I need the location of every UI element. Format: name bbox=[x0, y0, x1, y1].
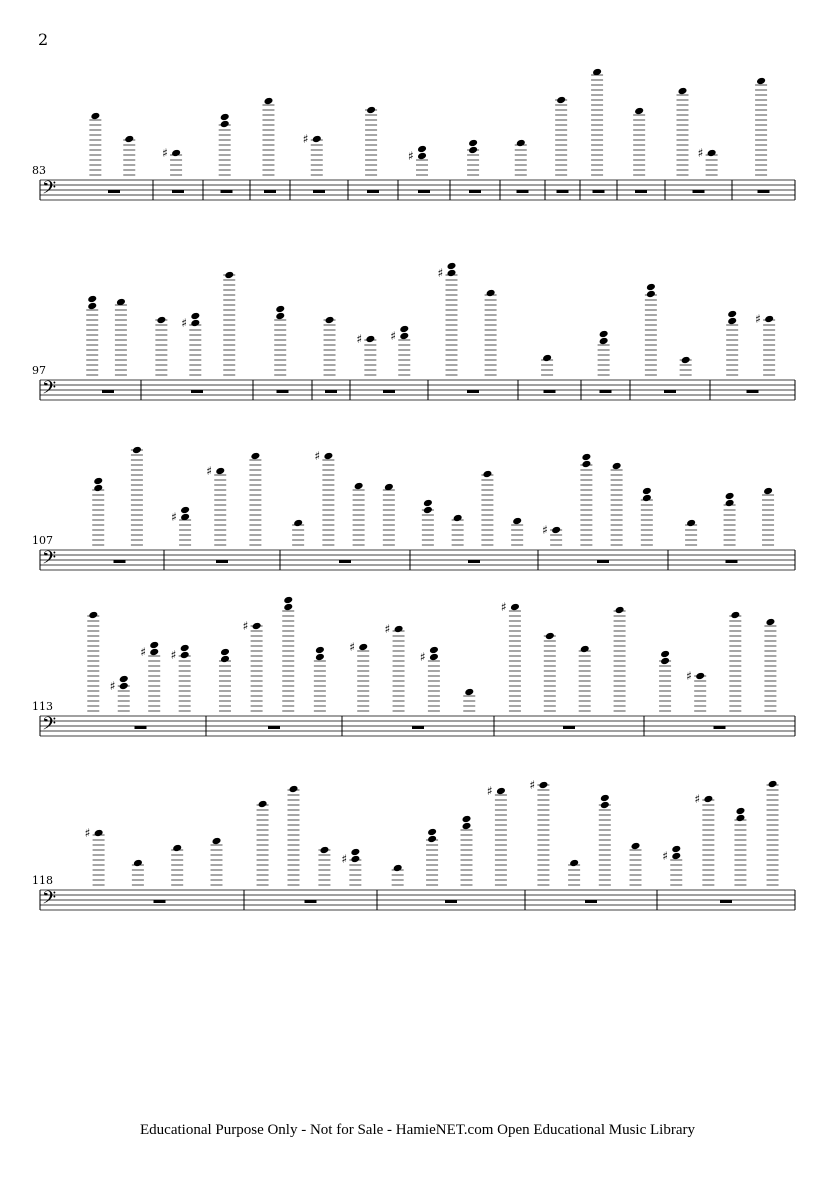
notehead bbox=[149, 641, 159, 650]
notehead bbox=[703, 795, 713, 804]
notehead bbox=[545, 632, 555, 641]
rest-mark bbox=[313, 190, 325, 193]
notehead bbox=[283, 596, 293, 605]
notehead bbox=[631, 842, 641, 851]
staff-system bbox=[32, 778, 795, 913]
notehead bbox=[725, 492, 735, 501]
rest-mark bbox=[305, 900, 317, 903]
sharp-icon: ♯ bbox=[181, 316, 188, 330]
rest-mark bbox=[264, 190, 276, 193]
notehead bbox=[350, 848, 360, 857]
notehead bbox=[220, 648, 230, 657]
rest-mark bbox=[412, 726, 424, 729]
notehead bbox=[671, 852, 681, 861]
notehead bbox=[556, 96, 566, 105]
notehead bbox=[453, 514, 463, 523]
rest-mark bbox=[383, 390, 395, 393]
notehead bbox=[172, 844, 182, 853]
sharp-icon: ♯ bbox=[341, 852, 348, 866]
notehead bbox=[707, 149, 717, 158]
notehead bbox=[462, 815, 472, 824]
notehead bbox=[275, 312, 285, 321]
page-number: 2 bbox=[38, 30, 49, 49]
bass-clef-icon: 𝄢 bbox=[42, 888, 57, 913]
sharp-icon: ♯ bbox=[408, 149, 414, 163]
rest-mark bbox=[597, 560, 609, 563]
notehead bbox=[615, 606, 625, 615]
sharp-icon: ♯ bbox=[171, 510, 177, 524]
notehead bbox=[600, 794, 610, 803]
notehead bbox=[171, 149, 181, 158]
rest-mark bbox=[557, 190, 569, 193]
notehead bbox=[119, 682, 129, 691]
notehead bbox=[695, 672, 705, 681]
notehead bbox=[427, 828, 437, 837]
notehead bbox=[599, 337, 609, 346]
notehead bbox=[289, 785, 299, 794]
notehead bbox=[133, 859, 143, 868]
rest-mark bbox=[277, 390, 289, 393]
rest-mark bbox=[517, 190, 529, 193]
sharp-icon: ♯ bbox=[390, 329, 397, 343]
measure-number: 83 bbox=[32, 164, 46, 177]
notehead bbox=[642, 487, 652, 496]
notehead bbox=[399, 325, 409, 334]
notehead bbox=[660, 650, 670, 659]
staff-system bbox=[32, 446, 795, 573]
notehead bbox=[429, 646, 439, 655]
sharp-icon: ♯ bbox=[542, 523, 548, 537]
notehead bbox=[768, 780, 778, 789]
rest-mark bbox=[563, 726, 575, 729]
measure-number: 113 bbox=[32, 700, 53, 713]
notehead bbox=[366, 106, 376, 115]
staff-system bbox=[32, 68, 795, 203]
notehead bbox=[681, 356, 691, 365]
sharp-icon: ♯ bbox=[314, 449, 321, 463]
notehead bbox=[735, 814, 745, 823]
rest-mark bbox=[114, 560, 126, 563]
rest-mark bbox=[720, 900, 732, 903]
notehead bbox=[93, 484, 103, 493]
notehead bbox=[393, 864, 403, 873]
rest-mark bbox=[135, 726, 147, 729]
notehead bbox=[423, 506, 433, 515]
notehead bbox=[512, 517, 522, 526]
measure-number: 107 bbox=[32, 534, 53, 547]
notehead bbox=[394, 625, 404, 634]
notehead bbox=[660, 657, 670, 666]
notehead bbox=[763, 487, 773, 496]
notehead bbox=[427, 835, 437, 844]
notehead bbox=[252, 622, 262, 631]
rest-mark bbox=[593, 190, 605, 193]
notehead bbox=[551, 526, 561, 535]
sharp-icon: ♯ bbox=[384, 622, 391, 636]
sharp-icon: ♯ bbox=[84, 826, 91, 840]
bass-clef-icon: 𝄢 bbox=[42, 178, 57, 203]
notehead bbox=[258, 800, 268, 809]
sharp-icon: ♯ bbox=[109, 679, 116, 693]
notehead bbox=[124, 135, 134, 144]
notehead bbox=[212, 837, 222, 846]
rest-mark bbox=[467, 390, 479, 393]
sharp-icon: ♯ bbox=[302, 132, 309, 146]
notehead bbox=[730, 611, 740, 620]
rest-mark bbox=[747, 390, 759, 393]
notehead bbox=[87, 302, 97, 311]
notehead bbox=[735, 807, 745, 816]
sharp-icon: ♯ bbox=[755, 312, 761, 326]
rest-mark bbox=[268, 726, 280, 729]
staff-system bbox=[32, 262, 795, 403]
notehead bbox=[119, 675, 129, 684]
notehead bbox=[423, 499, 433, 508]
notehead bbox=[447, 269, 457, 278]
notehead bbox=[358, 643, 368, 652]
sharp-icon: ♯ bbox=[697, 146, 704, 160]
rest-mark bbox=[585, 900, 597, 903]
rest-mark bbox=[108, 190, 120, 193]
notehead bbox=[725, 499, 735, 508]
bass-clef-icon: 𝄢 bbox=[42, 378, 57, 403]
notehead bbox=[482, 470, 492, 479]
notehead bbox=[646, 290, 656, 299]
sharp-icon: ♯ bbox=[349, 640, 356, 654]
sharp-icon: ♯ bbox=[694, 792, 701, 806]
notehead bbox=[319, 846, 329, 855]
notehead bbox=[323, 452, 333, 461]
sharp-icon: ♯ bbox=[170, 648, 177, 662]
rest-mark bbox=[102, 390, 114, 393]
notehead bbox=[516, 139, 526, 148]
rest-mark bbox=[154, 900, 166, 903]
sharp-icon: ♯ bbox=[662, 849, 669, 863]
notehead bbox=[88, 611, 98, 620]
notehead bbox=[496, 787, 506, 796]
notehead bbox=[447, 262, 457, 271]
sharp-icon: ♯ bbox=[419, 650, 426, 664]
notehead bbox=[275, 305, 285, 314]
rest-mark bbox=[445, 900, 457, 903]
measure-number: 118 bbox=[32, 874, 53, 887]
notehead bbox=[315, 646, 325, 655]
measure-number: 97 bbox=[32, 364, 46, 377]
sharp-icon: ♯ bbox=[686, 669, 692, 683]
rest-mark bbox=[600, 390, 612, 393]
notehead bbox=[764, 315, 774, 324]
notehead bbox=[727, 310, 737, 319]
notehead bbox=[149, 648, 159, 657]
notehead bbox=[220, 655, 230, 664]
notehead bbox=[190, 312, 200, 321]
notehead bbox=[399, 332, 409, 341]
notehead bbox=[646, 283, 656, 292]
notehead bbox=[190, 319, 200, 328]
notehead bbox=[756, 77, 766, 86]
notehead bbox=[354, 482, 364, 491]
rest-mark bbox=[693, 190, 705, 193]
sharp-icon: ♯ bbox=[206, 464, 213, 478]
notehead bbox=[462, 822, 472, 831]
notehead bbox=[634, 107, 644, 116]
sharp-icon: ♯ bbox=[162, 146, 168, 160]
rest-mark bbox=[714, 726, 726, 729]
sharp-icon: ♯ bbox=[529, 778, 536, 792]
notehead bbox=[642, 494, 652, 503]
notehead bbox=[156, 316, 166, 325]
notehead bbox=[180, 651, 190, 660]
rest-mark bbox=[726, 560, 738, 563]
notehead bbox=[538, 781, 548, 790]
notehead bbox=[581, 453, 591, 462]
rest-mark bbox=[216, 560, 228, 563]
notehead bbox=[417, 152, 427, 161]
bass-clef-icon: 𝄢 bbox=[42, 714, 57, 739]
rest-mark bbox=[469, 190, 481, 193]
notehead bbox=[250, 452, 260, 461]
rest-mark bbox=[664, 390, 676, 393]
sharp-icon: ♯ bbox=[242, 619, 249, 633]
notehead bbox=[220, 120, 230, 129]
notehead bbox=[569, 859, 579, 868]
notehead bbox=[612, 462, 622, 471]
rest-mark bbox=[635, 190, 647, 193]
notehead bbox=[581, 460, 591, 469]
staff-system bbox=[32, 596, 795, 739]
notehead bbox=[599, 330, 609, 339]
notehead bbox=[220, 113, 230, 122]
notehead bbox=[293, 519, 303, 528]
notehead bbox=[87, 295, 97, 304]
notehead bbox=[486, 289, 496, 298]
notehead bbox=[312, 135, 322, 144]
notehead bbox=[468, 146, 478, 155]
notehead bbox=[686, 519, 696, 528]
notehead bbox=[464, 688, 474, 697]
rest-mark bbox=[172, 190, 184, 193]
notehead bbox=[727, 317, 737, 326]
notehead bbox=[765, 618, 775, 627]
notehead bbox=[94, 829, 104, 838]
notehead bbox=[263, 97, 273, 106]
sharp-icon: ♯ bbox=[486, 784, 493, 798]
notehead bbox=[600, 801, 610, 810]
sharp-icon: ♯ bbox=[500, 600, 507, 614]
rest-mark bbox=[418, 190, 430, 193]
notehead bbox=[215, 467, 225, 476]
notehead bbox=[542, 354, 552, 363]
bass-clef-icon: 𝄢 bbox=[42, 548, 57, 573]
sharp-icon: ♯ bbox=[140, 645, 147, 659]
sharp-icon: ♯ bbox=[356, 332, 363, 346]
notehead bbox=[429, 653, 439, 662]
notehead bbox=[510, 603, 520, 612]
notehead bbox=[678, 87, 688, 96]
notehead bbox=[224, 271, 234, 280]
notehead bbox=[671, 845, 681, 854]
notehead bbox=[468, 139, 478, 148]
notehead bbox=[180, 506, 190, 515]
rest-mark bbox=[339, 560, 351, 563]
rest-mark bbox=[191, 390, 203, 393]
notehead bbox=[180, 644, 190, 653]
notehead bbox=[365, 335, 375, 344]
notehead bbox=[580, 645, 590, 654]
footer-notice: Educational Purpose Only - Not for Sale - HamieNET.com Open Educational Music Library bbox=[140, 1122, 695, 1138]
notehead bbox=[90, 112, 100, 121]
rest-mark bbox=[325, 390, 337, 393]
notehead bbox=[315, 653, 325, 662]
notehead bbox=[283, 603, 293, 612]
rest-mark bbox=[468, 560, 480, 563]
notehead bbox=[132, 446, 142, 455]
rest-mark bbox=[221, 190, 233, 193]
rest-mark bbox=[758, 190, 770, 193]
rest-mark bbox=[544, 390, 556, 393]
rest-mark bbox=[367, 190, 379, 193]
notehead bbox=[417, 145, 427, 154]
notehead bbox=[93, 477, 103, 486]
notehead bbox=[325, 316, 335, 325]
sharp-icon: ♯ bbox=[437, 266, 444, 280]
notehead bbox=[350, 855, 360, 864]
